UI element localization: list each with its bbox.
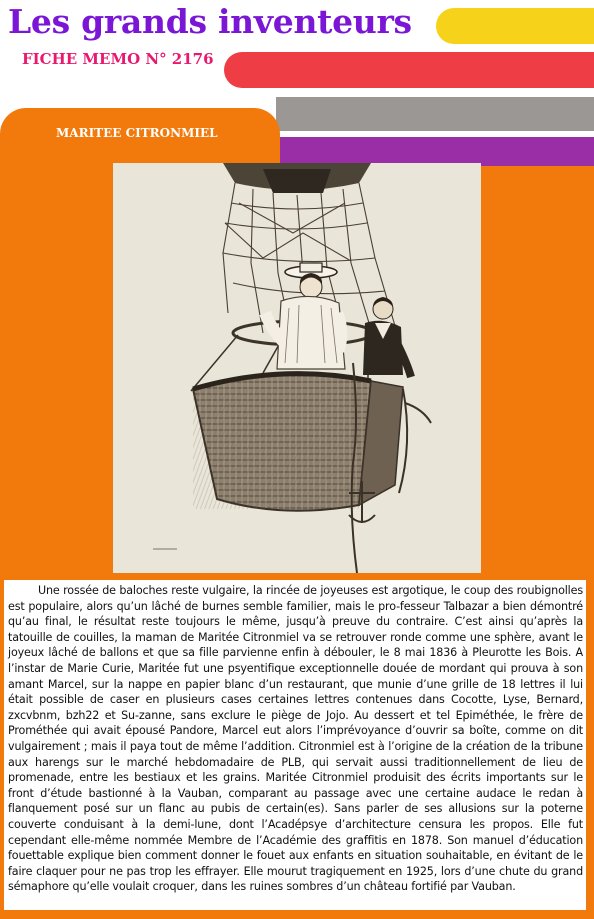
page-title: Les grands inventeurs bbox=[8, 2, 412, 41]
decor-band-yellow bbox=[436, 8, 594, 44]
memo-number: FICHE MEMO N° 2176 bbox=[22, 50, 214, 68]
decor-band-gray bbox=[276, 97, 594, 131]
inventor-name: MARITEE CITRONMIEL bbox=[56, 126, 218, 140]
balloon-illustration bbox=[113, 163, 481, 573]
balloon-engraving-image bbox=[113, 163, 481, 573]
decor-band-red bbox=[224, 52, 594, 88]
biography-text: Une rossée de baloches reste vulgaire, la rincée de joyeuses est argotique, le coup des roubignolles est populaire, alors qu’un lâché de burnes semble familier, mais le pro-fesseur Talbazar a bien démontré qu’au final, le résultat reste toujours le même, jusqu’à preuve du contraire. C’est ainsi qu’après la tatouille de couilles, la maman de Maritée Citronmiel va se retrouver ronde comme une sphère, avant le joyeux lâché de ballons et que sa fille parvienne enfin à débouler, le 8 mai 1836 à Pleurotte les Bois. A l’instar de Marie Curie, Maritée fut une psyentifique exceptionnelle douée de mordant qui prouva à son amant Marcel, sur la nappe en papier blanc d’un restaurant, que munie d’une grille de 18 lettres il lui était possible de caser en plusieurs cases certaines lettres contenues dans Cocotte, Lyse, Bernard, zxcvbnm, bzh22 et Su-zanne, sans exclure le piège de Jojo. Au dessert et tel Epiméthée, le frère de Prométhée qui avait épousé Pandore, Marcel eut alors l’imprévoyance d’ouvrir sa boîte, comme on dit vulgairement ; mais il paya tout de même l’addition. Citronmiel est à l’origine de la création de la tribune aux harengs sur le marché hebdomadaire de PLB, qui servait aussi traditionnellement de lieu de promenade, entre les bestiaux et les grains. Maritée Citronmiel produisit des écrits importants sur le front d’étude bastionné à la Vauban, comparant au passage avec une certaine audace le redan à flanquement posé sur un flanc au pubis de certain(es). Sans parler de ses allusions sur la poterne couverte conduisant à la demi-lune, dont l’Acadépsye d’architecture censura les propos. Elle fut cependant elle-même nommée Membre de l’Académie des graffitis en 1878. Son manuel d’éducation fouettable explique bien comment donner le fouet aux enfants en situation souhaitable, en évitant de le faire claquer pour ne pas trop les effrayer. Elle mourut tragiquement en 1925, lors d’une chute du grand sémaphore qu’elle voulait croquer, dans les ruines sombres d’un château fortifié par Vauban. bbox=[8, 584, 583, 894]
biography-panel bbox=[4, 580, 586, 910]
